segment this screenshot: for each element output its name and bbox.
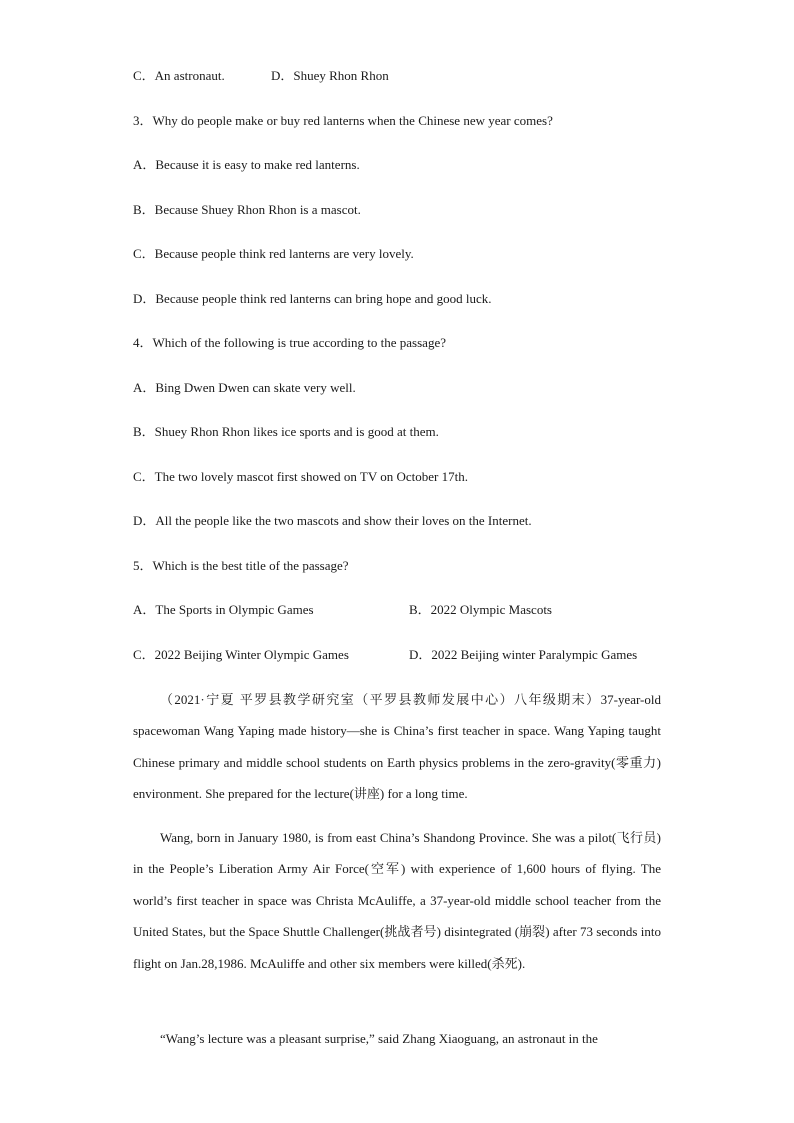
q4-option-a: A．Bing Dwen Dwen can skate very well. [133,380,356,395]
q2-option-c: C．An astronaut. [133,68,225,83]
q5-stem: 5．Which is the best title of the passage? [133,558,349,573]
q5-option-d: D．2022 Beijing winter Paralympic Games [409,647,638,662]
q2-option-d: D．Shuey Rhon Rhon [271,68,389,83]
passage-paragraph-2-text: Wang, born in January 1980, is from east China’s Shandong Province. She was a pilot(飞行员) in the People’s Liberation Army Air Force(空军) with experience of 1,600 hours of flying. The world’s first teacher in space was Christa McAuliffe, a 37-year-old middle school teacher from the United States, but the Space Shuttle Challenger(挑战者号) disintegrated (崩裂) after 73 seconds into flight on Jan.28,1986. McAuliffe and other six members were killed(杀死). [133,830,661,971]
q4-stem: 4．Which of the following is true according to the passage? [133,335,446,350]
passage-paragraph-2 [133,822,661,979]
q3-option-d: D．Because people think red lanterns can bring hope and good luck. [133,291,492,306]
passage-paragraph-3-text: “Wang’s lecture was a pleasant surprise,” said Zhang Xiaoguang, an astronaut in the [160,1031,598,1046]
passage-paragraph-3 [133,1023,661,1054]
q3-stem: 3．Why do people make or buy red lanterns when the Chinese new year comes? [133,113,553,128]
q3-option-a: A．Because it is easy to make red lanterns. [133,157,360,172]
q4-option-d: D．All the people like the two mascots and show their loves on the Internet. [133,513,532,528]
q5-option-a: A．The Sports in Olympic Games [133,602,314,617]
passage-paragraph-1-text: （2021·宁夏 平罗县教学研究室（平罗县教师发展中心）八年级期末）37-year-old spacewoman Wang Yaping made history—she is China’s first teacher in space. Wang Yaping taught Chinese primary and middle school students on Earth physics problems in the zero-gravity(零重力) environment. She prepared for the lecture(讲座) for a long time. [133,692,661,802]
q3-option-b: B．Because Shuey Rhon Rhon is a mascot. [133,202,361,217]
q5-option-c: C．2022 Beijing Winter Olympic Games [133,647,349,662]
q4-option-c: C．The two lovely mascot first showed on TV on October 17th. [133,469,468,484]
passage-paragraph-1 [133,684,661,810]
q5-option-b: B．2022 Olympic Mascots [409,602,552,617]
q3-option-c: C．Because people think red lanterns are very lovely. [133,246,414,261]
q4-option-b: B．Shuey Rhon Rhon likes ice sports and is good at them. [133,424,439,439]
